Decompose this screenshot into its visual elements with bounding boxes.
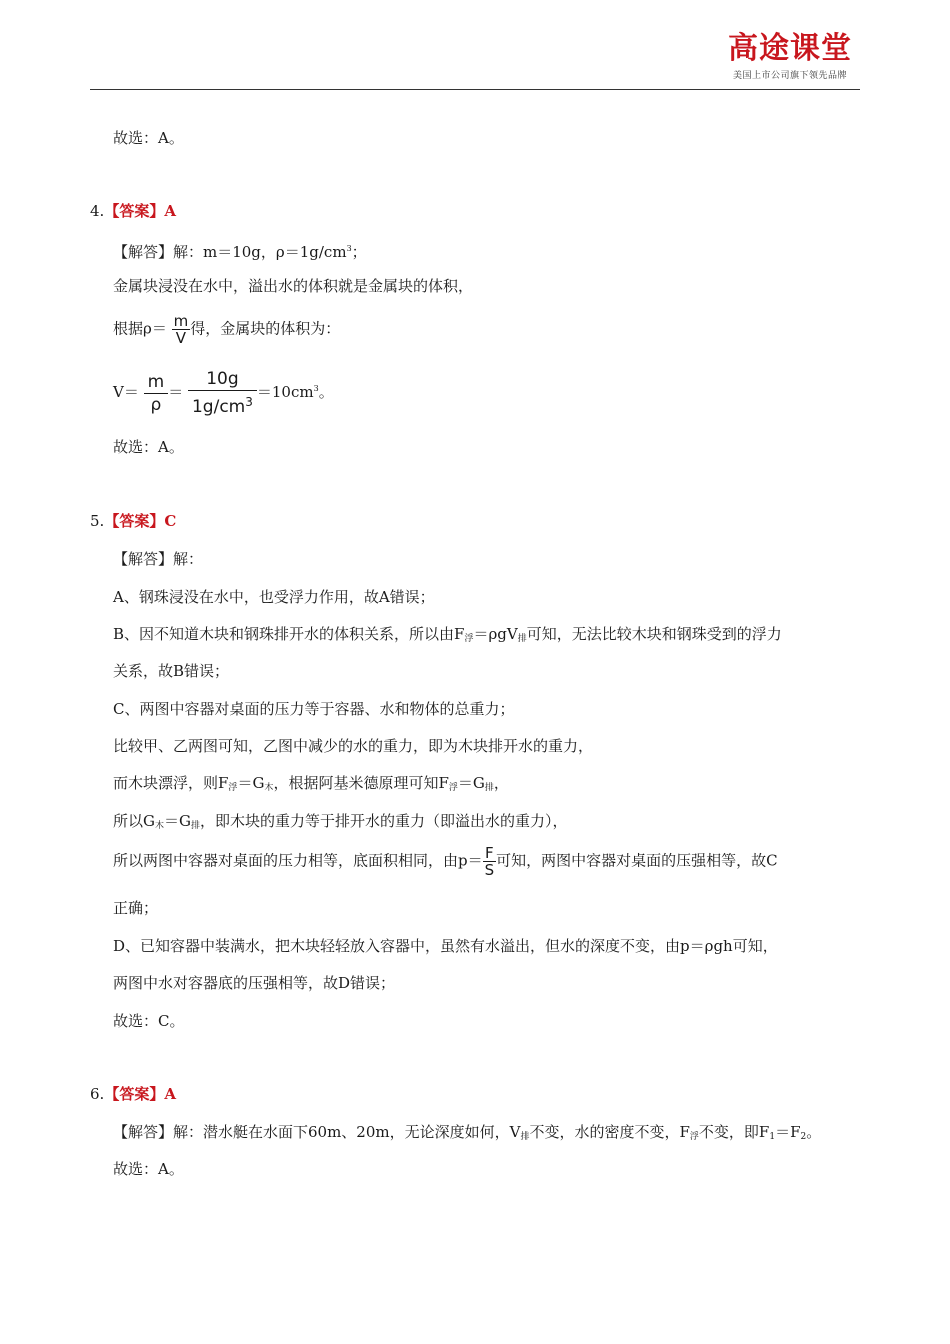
q6-l1-sub-4: 2 (800, 1132, 807, 1142)
q5-c4-sub-2: 排 (190, 821, 200, 831)
brand-logo (720, 32, 860, 81)
q5-b1-sub-1: 浮 (464, 634, 474, 644)
q5-intro: 【解答】解： (113, 550, 204, 568)
q4-line-1-end: ； (351, 243, 367, 261)
q6-number: 6. (90, 1085, 105, 1103)
fraction-denominator-sup: 3 (245, 395, 253, 409)
fraction-numerator: 10g (206, 369, 239, 389)
fraction-denominator: V (175, 329, 187, 347)
brand-name: 高途课堂 (728, 31, 852, 66)
fraction-numerator: F (485, 844, 494, 862)
q5-c5-pre: 所以两图中容器对桌面的压力相等，底面积相同，由p＝ (113, 851, 483, 870)
q4-line-1-sup: 3 (346, 244, 352, 253)
q5-option-a: A、钢珠浸没在水中，也受浮力作用，故A错误； (113, 588, 435, 606)
q4-line-4-pre: V＝ (113, 383, 139, 401)
q5-c3-sub-3: 浮 (448, 783, 458, 793)
q5-c4-sub-1: 木 (154, 821, 164, 831)
q4-answer-tag: 【答案】A (104, 202, 176, 220)
q5-c5-post: 可知，两图中容器对桌面的压强相等，故C (496, 851, 778, 870)
q5-c3-sub-4: 排 (484, 783, 494, 793)
fraction-f-over-s (483, 845, 497, 878)
q5-number: 5. (90, 512, 105, 530)
q3-conclusion: 故选：A。 (113, 129, 184, 147)
q4-line-4 (113, 368, 334, 418)
q4-line-3-pre: 根据ρ＝ (113, 319, 167, 338)
q5-c3-mid-3: ＝G (457, 774, 485, 792)
q6-l1-sub-1: 排 (520, 1132, 530, 1142)
header-divider (90, 89, 860, 90)
q6-heading (90, 1083, 176, 1105)
q4-line-4-sup: 3 (313, 384, 319, 393)
q5-option-b-line-2: 关系，故B错误； (113, 662, 230, 680)
q6-l1-mid-2: 不变，即F (698, 1123, 770, 1141)
equals-sign: ＝ (168, 383, 184, 401)
q6-l1-mid-3: ＝F (775, 1123, 801, 1141)
q6-l1-sub-2: 浮 (689, 1132, 699, 1142)
q5-option-c-line-5 (113, 845, 778, 878)
fraction-denominator: ρ (150, 394, 162, 415)
q5-b1-sub-2: 排 (517, 634, 527, 644)
q5-conclusion: 故选：C。 (113, 1012, 185, 1030)
q4-line-2: 金属块浸没在水中，溢出水的体积就是金属块的体积， (113, 277, 474, 295)
q5-option-d-line-2: 两图中水对容器底的压强相等，故D错误； (113, 974, 396, 992)
q5-c4-post: ，即木块的重力等于排开水的重力（即溢出水的重力）， (200, 812, 568, 830)
fraction-denominator: S (484, 861, 495, 879)
q5-option-d-line-1: D、已知容器中装满水，把木块轻轻放入容器中，虽然有水溢出，但水的深度不变，由p＝ρgh可知， (113, 937, 778, 955)
brand-slogan: 美国上市公司旗下领先品牌 (732, 71, 847, 81)
fraction-m-over-rho (144, 371, 169, 416)
q5-option-c-line-4 (113, 810, 568, 837)
q5-c3-mid-2: ，根据阿基米德原理可知F (273, 774, 449, 792)
fraction-numerator: m (147, 371, 165, 392)
q5-c3-sub-2: 木 (264, 783, 274, 793)
q5-b1-mid: ＝ρgV (473, 625, 518, 643)
q4-line-4-end: 。 (318, 383, 334, 401)
q5-c3-mid-1: ＝G (237, 774, 265, 792)
q6-answer-tag: 【答案】A (104, 1085, 176, 1103)
q4-line-1-text: 【解答】解：m＝10g，ρ＝1g/cm (113, 243, 347, 261)
q4-conclusion: 故选：A。 (113, 438, 184, 456)
q5-b1-post: 可知，无法比较木块和钢珠受到的浮力 (526, 625, 782, 643)
q5-heading (90, 510, 176, 532)
q6-l1-end: 。 (806, 1123, 822, 1141)
q5-c4-mid: ＝G (164, 812, 191, 830)
q5-c3-sub-1: 浮 (228, 783, 238, 793)
q5-c3-end: ， (493, 774, 509, 792)
q4-number: 4. (90, 202, 105, 220)
q4-line-1 (113, 238, 367, 263)
q6-l1-sub-3: 1 (769, 1132, 776, 1142)
page-header (90, 28, 860, 90)
q4-line-4-post: ＝10cm (256, 383, 314, 401)
q4-line-3-post: 得，金属块的体积为： (190, 319, 341, 338)
q5-option-c-line-2: 比较甲、乙两图可知，乙图中减少的水的重力，即为木块排开水的重力， (113, 737, 594, 755)
fraction-m-over-v (172, 313, 191, 346)
fraction-numerator: m (173, 312, 189, 330)
fraction-denominator (188, 391, 257, 418)
q6-l1-mid: 不变，水的密度不变，F (529, 1123, 690, 1141)
q6-conclusion: 故选：A。 (113, 1160, 184, 1178)
q5-option-c-line-6: 正确； (113, 899, 159, 917)
q5-option-c-line-1: C、两图中容器对桌面的压力等于容器、水和物体的总重力； (113, 700, 515, 718)
q5-b1-pre: B、因不知道木块和钢珠排开水的体积关系，所以由F (113, 625, 465, 643)
q4-line-3 (113, 313, 340, 346)
fraction-denominator-text: 1g/cm (191, 397, 246, 417)
q4-heading (90, 200, 176, 222)
q5-option-c-line-3 (113, 772, 509, 799)
q5-c4-pre: 所以G (113, 812, 155, 830)
q6-line-1 (113, 1121, 821, 1148)
q5-c3-pre: 而木块漂浮，则F (113, 774, 229, 792)
fraction-10g-over-density (188, 368, 257, 418)
q6-l1-pre: 【解答】解：潜水艇在水面下60m、20m，无论深度如何，V (113, 1123, 521, 1141)
q5-answer-tag: 【答案】C (104, 512, 177, 530)
q5-option-b-line-1 (113, 623, 782, 650)
